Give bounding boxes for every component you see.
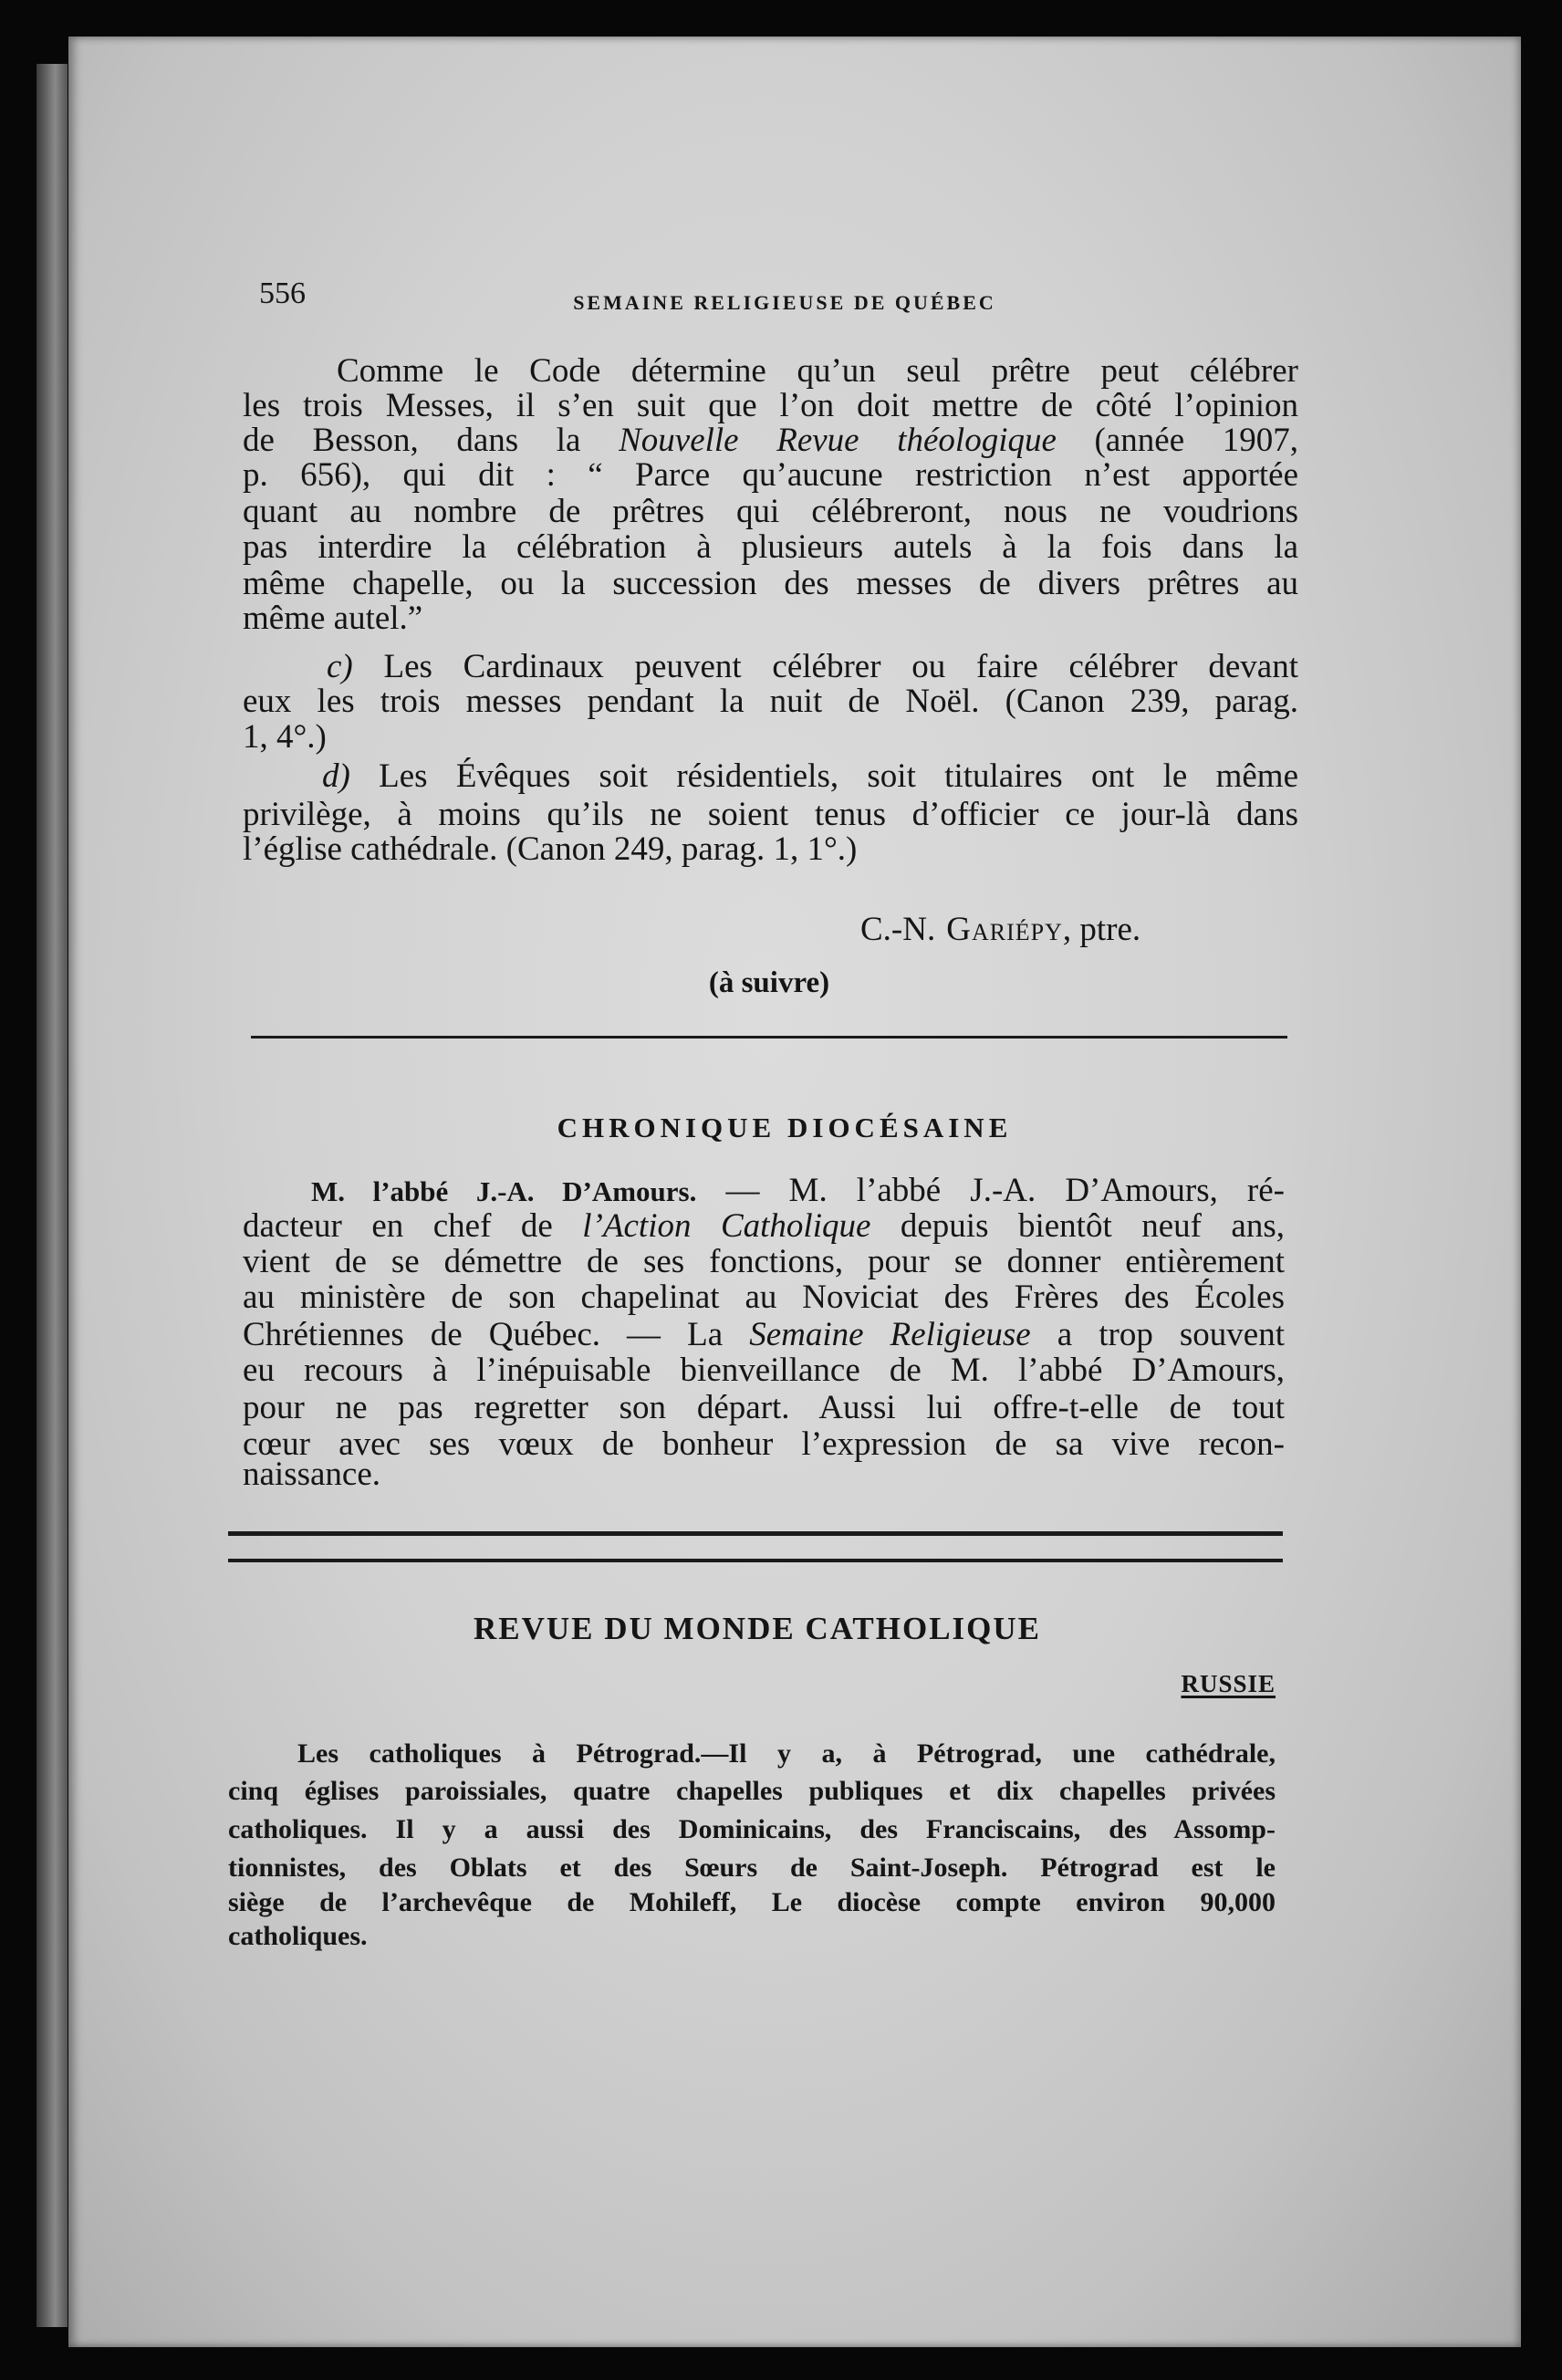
revue-line: tionnistes, des Oblats et des Sœurs de Saint-Joseph. Pétrograd est le <box>228 1853 1276 1883</box>
article-line: Comme le Code détermine qu’un seul prêtre peut célébrer <box>337 352 1298 390</box>
chronique-text: depuis bientôt neuf ans, <box>870 1207 1285 1245</box>
article-line: 1, 4°.) <box>243 718 327 756</box>
article-line: les trois Messes, il s’en suit que l’on doit mettre de côté l’opinion <box>243 387 1298 424</box>
item-marker-italic: c) <box>327 648 353 685</box>
signature-name: Gariépy <box>946 911 1063 948</box>
article-text: de Besson, dans la <box>243 422 620 459</box>
section-title-revue: REVUE DU MONDE CATHOLIQUE <box>473 1611 1042 1646</box>
revue-line: catholiques. <box>228 1921 368 1951</box>
running-head: SEMAINE RELIGIEUSE DE QUÉBEC <box>573 291 996 314</box>
country-subheading: RUSSIE <box>1181 1670 1276 1697</box>
article-line: même chapelle, ou la succession des messes de divers prêtres au <box>243 565 1298 602</box>
signature-initials: C.-N. <box>860 911 936 948</box>
revue-line: siège de l’archevêque de Mohileff, Le diocèse compte environ 90,000 <box>228 1887 1276 1917</box>
article-line: même autel.” <box>243 600 423 637</box>
chronique-line: naissance. <box>243 1456 381 1493</box>
article-line <box>327 649 1298 685</box>
revue-line: catholiques. Il y a aussi des Dominicains, des Franciscains, des Assomp- <box>228 1814 1276 1844</box>
chronique-line: pour ne pas regretter son départ. Aussi lui offre-t-elle de tout <box>243 1389 1285 1426</box>
continued-note: (à suivre) <box>708 966 830 999</box>
publication-title-italic: Semaine Religieuse <box>749 1316 1031 1353</box>
chronique-line <box>243 1208 1285 1245</box>
chronique-line: vient de se démettre de ses fonctions, pour se donner entièrement <box>243 1243 1285 1280</box>
chronique-line: cœur avec ses vœux de bonheur l’expression de sa vive recon- <box>243 1425 1285 1463</box>
article-text: Les Cardinaux peuvent célébrer ou faire célébrer devant <box>352 648 1298 685</box>
chronique-line <box>243 1317 1285 1353</box>
chronique-line: au ministère de son chapelinat au Noviciat des Frères des Écoles <box>243 1279 1285 1316</box>
chronique-line <box>311 1173 1285 1209</box>
item-marker-italic: d) <box>322 757 350 795</box>
article-line: pas interdire la célébration à plusieurs autels à la fois dans la <box>243 528 1298 566</box>
revue-line: Les catholiques à Pétrograd.—Il y a, à Pétrograd, une cathédrale, <box>297 1738 1276 1769</box>
section-title-chronique: CHRONIQUE DIOCÉSAINE <box>557 1112 1013 1143</box>
article-line <box>243 423 1298 459</box>
author-signature <box>860 912 1140 948</box>
article-line: privilège, à moins qu’ils ne soient tenus d’officier ce jour-là dans <box>243 796 1298 833</box>
article-text: (année 1907, <box>1056 422 1298 459</box>
article-text: Les Évêques soit résidentiels, soit titulaires ont le même <box>349 757 1298 795</box>
article-line: l’église cathédrale. (Canon 249, parag. 1, 1°.) <box>243 830 858 868</box>
double-rule-bottom <box>228 1559 1283 1562</box>
article-line: eux les trois messes pendant la nuit de Noël. (Canon 239, parag. <box>243 683 1298 720</box>
chronique-line: eu recours à l’inépuisable bienveillance de M. l’abbé D’Amours, <box>243 1352 1285 1389</box>
section-divider <box>251 1036 1287 1039</box>
chronique-text: dacteur en chef de <box>243 1207 583 1245</box>
run-in-heading: M. l’abbé J.-A. D’Amours. <box>311 1175 697 1207</box>
page-number: 556 <box>259 277 306 310</box>
double-rule-top <box>228 1531 1283 1536</box>
article-line: p. 656), qui dit : “ Parce qu’aucune restriction n’est apportée <box>243 456 1298 494</box>
chronique-text: Chrétiennes de Québec. — La <box>243 1316 750 1353</box>
chronique-text: — M. l’abbé J.-A. D’Amours, ré- <box>696 1172 1285 1209</box>
journal-title-italic: Nouvelle Revue théologique <box>619 422 1057 459</box>
article-line <box>322 758 1298 795</box>
signature-suffix: , ptre. <box>1062 911 1141 948</box>
revue-line: cinq églises paroissiales, quatre chapelles publiques et dix chapelles privées <box>228 1776 1276 1806</box>
article-line: quant au nombre de prêtres qui célébreront, nous ne voudrions <box>243 493 1298 530</box>
publication-title-italic: l’Action Catholique <box>582 1207 871 1245</box>
chronique-text: a trop souvent <box>1030 1316 1285 1353</box>
